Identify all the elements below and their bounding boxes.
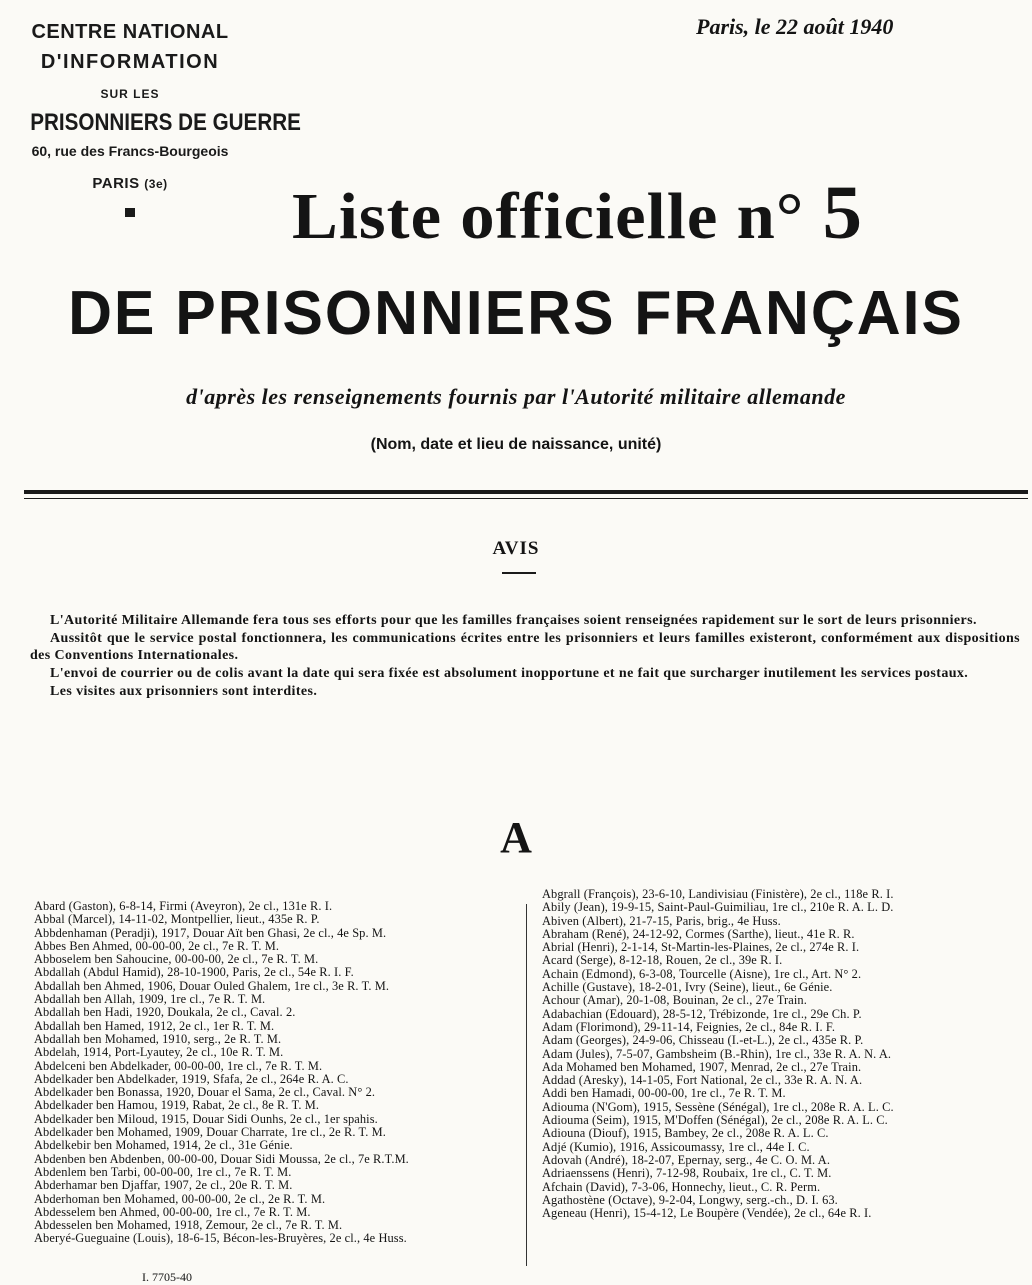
subtitle: d'après les renseignements fournis par l'Autorité militaire allemande <box>186 384 846 409</box>
prisoner-list-right <box>542 888 1028 1220</box>
prisoner-entry: Abdelkader ben Abdelkader, 1919, Sfafa, 2e cl., 264e R. A. C. <box>34 1071 349 1086</box>
main-title: DE PRISONNIERS FRANÇAIS <box>68 279 964 348</box>
ornament-mark <box>125 208 135 217</box>
prisoner-entry: Ageneau (Henri), 15-4-12, Le Boupère (Vendée), 2e cl., 64e R. I. <box>542 1206 872 1221</box>
prisoner-entry: Abdenlem ben Tarbi, 00-00-00, 1re cl., 7e R. T. M. <box>34 1164 292 1179</box>
prisoner-entry: Adam (Jules), 7-5-07, Gambsheim (B.-Rhin), 1re cl., 33e R. A. N. A. <box>542 1046 892 1061</box>
prisoner-entry: Abdallah ben Mohamed, 1910, serg., 2e R. T. M. <box>34 1031 282 1046</box>
prisoner-entry: Abraham (René), 24-12-92, Cormes (Sarthe), lieut., 41e R. R. <box>542 926 855 941</box>
org-name-line1: CENTRE NATIONAL <box>31 21 229 43</box>
prisoner-entry: Adriaenssens (Henri), 7-12-98, Roubaix, 1re cl., C. T. M. <box>542 1166 832 1181</box>
avis-heading: AVIS <box>492 538 540 559</box>
prisoner-entry: Adabachian (Edouard), 28-5-12, Trébizonde, 1re cl., 29e Ch. P. <box>542 1006 862 1021</box>
column-divider <box>526 904 527 1266</box>
prisoner-entry: Aberyé-Gueguaine (Louis), 18-6-15, Bécon-les-Bruyères, 2e cl., 4e Huss. <box>34 1231 407 1246</box>
avis-paragraph: L'Autorité Militaire Allemande fera tous ses efforts pour que les familles françaises soient renseignées rapidement sur le sort de leurs prisonniers. <box>50 613 977 628</box>
prisoner-entry: Abdelah, 1914, Port-Lyautey, 2e cl., 10e R. T. M. <box>34 1045 284 1060</box>
org-city: PARIS <box>92 175 140 192</box>
prisoner-entry: Abderhoman ben Mohamed, 00-00-00, 2e cl., 2e R. T. M. <box>34 1191 326 1206</box>
prisoner-entry: Abdelkebir ben Mohamed, 1914, 2e cl., 31e Génie. <box>34 1138 293 1153</box>
prisoner-entry: Abdelkader ben Hamou, 1919, Rabat, 2e cl., 8e R. T. M. <box>34 1098 320 1113</box>
prisoner-entry: Abrial (Henri), 2-1-14, St-Martin-les-Plaines, 2e cl., 274e R. I. <box>542 940 860 955</box>
divider-thick <box>24 490 1028 494</box>
prisoner-entry: Acard (Serge), 8-12-18, Rouen, 2e cl., 39e R. I. <box>542 953 783 968</box>
prisoner-entry: Abgrall (François), 23-6-10, Landivisiau (Finistère), 2e cl., 118e R. I. <box>542 888 894 901</box>
prisoner-entry: Afchain (David), 7-3-06, Honnechy, lieut., C. R. Perm. <box>542 1179 821 1194</box>
prisoner-entry: Addad (Aresky), 14-1-05, Fort National, 2e cl., 33e R. A. N. A. <box>542 1073 863 1088</box>
prisoner-entry: Abderhamar ben Djaffar, 1907, 2e cl., 20e R. T. M. <box>34 1178 293 1193</box>
prisoner-entry: Adiouna (Diouf), 1915, Bambey, 2e cl., 208e R. A. L. C. <box>542 1126 829 1141</box>
prisoner-entry: Adovah (André), 18-2-07, Epernay, serg., 4e C. O. M. A. <box>542 1152 831 1167</box>
prisoner-list-left <box>34 900 520 1246</box>
org-name-line3: SUR LES <box>100 87 160 101</box>
list-title-text: Liste officielle n° <box>292 180 805 253</box>
prisoner-entry: Adam (Georges), 24-9-06, Chisseau (I.-et-L.), 2e cl., 435e R. P. <box>542 1033 864 1048</box>
avis-paragraph: Les visites aux prisonniers sont interdites. <box>50 684 318 699</box>
prisoner-entry: Abily (Jean), 19-9-15, Saint-Paul-Guimiliau, 1re cl., 210e R. A. L. D. <box>542 900 894 915</box>
org-city-line <box>14 174 246 194</box>
list-title <box>292 170 863 257</box>
prisoner-entry: Abdallah ben Ahmed, 1906, Douar Ouled Ghalem, 1re cl., 3e R. T. M. <box>34 978 390 993</box>
organization-block <box>14 20 301 217</box>
prisoner-entry: Addi ben Hamadi, 00-00-00, 1re cl., 7e R. T. M. <box>542 1086 786 1101</box>
org-name-line4: PRISONNIERS DE GUERRE <box>30 109 301 136</box>
prisoner-entry: Abdelceni ben Abdelkader, 00-00-00, 1re cl., 7e R. T. M. <box>34 1058 323 1073</box>
dateline: Paris, le 22 août 1940 <box>696 14 894 39</box>
prisoner-entry: Abbdenhaman (Peradji), 1917, Douar Aït ben Ghasi, 2e cl., 4e Sp. M. <box>34 925 387 940</box>
prisoner-entry: Achille (Gustave), 18-2-01, Ivry (Seine), lieut., 6e Génie. <box>542 980 833 995</box>
org-arrondissement: (3e) <box>144 177 168 191</box>
prisoner-entry: Agathostène (Octave), 9-2-04, Longwy, serg.-ch., D. I. 63. <box>542 1192 838 1207</box>
prisoner-entry: Abdesselem ben Ahmed, 00-00-00, 1re cl., 7e R. T. M. <box>34 1204 311 1219</box>
prisoner-entry: Abbes Ben Ahmed, 00-00-00, 2e cl., 7e R. T. M. <box>34 938 280 953</box>
prisoner-entry: Abdelkader ben Bonassa, 1920, Douar el Sama, 2e cl., Caval. N° 2. <box>34 1085 376 1100</box>
prisoner-entry: Achour (Amar), 20-1-08, Bouinan, 2e cl., 27e Train. <box>542 993 807 1008</box>
avis-paragraph: L'envoi de courrier ou de colis avant la date qui sera fixée est absolument inopportune et ne fait que surcharger inutilement les services postaux. <box>50 666 969 681</box>
prisoner-entry: Abdesselen ben Mohamed, 1918, Zemour, 2e cl., 7e R. T. M. <box>34 1218 343 1233</box>
prisoner-entry: Adiouma (N'Gom), 1915, Sessène (Sénégal), 1re cl., 208e R. A. L. C. <box>542 1099 894 1114</box>
prisoner-entry: Abdallah ben Hadi, 1920, Doukala, 2e cl., Caval. 2. <box>34 1005 296 1020</box>
prisoner-entry: Abboselem ben Sahoucine, 00-00-00, 2e cl., 7e R. T. M. <box>34 952 319 967</box>
subtitle-note: (Nom, date et lieu de naissance, unité) <box>370 436 662 453</box>
section-letter: A <box>500 813 532 862</box>
prisoner-entry: Abbal (Marcel), 14-11-02, Montpellier, lieut., 435e R. P. <box>34 912 320 927</box>
prisoner-entry: Achain (Edmond), 6-3-08, Tourcelle (Aisne), 1re cl., Art. N° 2. <box>542 966 862 981</box>
prisoner-entry: Abdelkader ben Mohamed, 1909, Douar Charrate, 1re cl., 2e R. T. M. <box>34 1125 386 1140</box>
org-name-line2: D'INFORMATION <box>40 51 220 73</box>
org-address: 60, rue des Francs-Bourgeois <box>31 143 229 159</box>
prisoner-entry: Abard (Gaston), 6-8-14, Firmi (Aveyron), 2e cl., 131e R. I. <box>34 900 333 913</box>
prisoner-entry: Ada Mohamed ben Mohamed, 1907, Menrad, 2e cl., 27e Train. <box>542 1059 862 1074</box>
prisoner-entry: Abdenben ben Abdenben, 00-00-00, Douar Sidi Moussa, 2e cl., 7e R.T.M. <box>34 1151 409 1166</box>
prisoner-entry: Abdallah (Abdul Hamid), 28-10-1900, Paris, 2e cl., 54e R. I. F. <box>34 965 354 980</box>
prisoner-entry: Adiouma (Seim), 1915, M'Doffen (Sénégal), 2e cl., 208e R. A. L. C. <box>542 1113 888 1128</box>
avis-body <box>30 612 1020 701</box>
prisoner-entry: Adam (Florimond), 29-11-14, Feignies, 2e cl., 84e R. I. F. <box>542 1019 836 1034</box>
avis-dash <box>502 572 536 574</box>
prisoner-entry: Abdallah ben Hamed, 1912, 2e cl., 1er R. T. M. <box>34 1018 275 1033</box>
avis-paragraph: Aussitôt que le service postal fonctionnera, les communications écrites entre les prisonniers et leurs familles existeront, conformément aux dispositions des Conventions Internationales. <box>30 631 1020 663</box>
prisoner-entry: Abdallah ben Allah, 1909, 1re cl., 7e R. T. M. <box>34 992 266 1007</box>
divider-thin <box>24 498 1028 499</box>
list-number: 5 <box>822 171 864 255</box>
prisoner-entry: Abiven (Albert), 21-7-15, Paris, brig., 4e Huss. <box>542 913 781 928</box>
prisoner-entry: Adjé (Kumio), 1916, Assicoumassy, 1re cl., 44e I. C. <box>542 1139 810 1154</box>
footer-code: I. 7705-40 <box>142 1270 192 1284</box>
prisoner-entry: Abdelkader ben Miloud, 1915, Douar Sidi Ounhs, 2e cl., 1er spahis. <box>34 1111 378 1126</box>
